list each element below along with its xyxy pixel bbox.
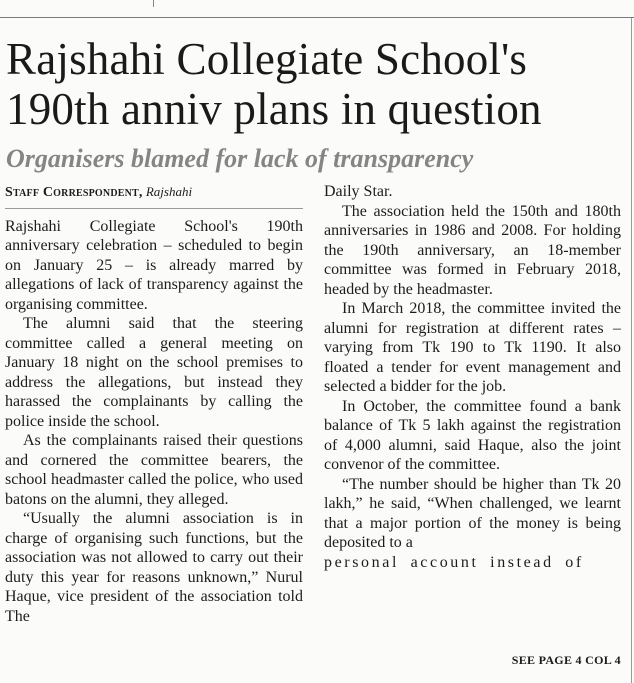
headline-line-1: Rajshahi Collegiate School's — [6, 34, 528, 84]
right-paragraph-2: In March 2018, the committee invited the alumni for registration at different rates – varying from Tk 190 to Tk 1190. It also floated a tender for event management and selected a bidder for the job. — [324, 300, 621, 395]
byline-author: Staff Correspondent, — [5, 185, 143, 200]
left-paragraph-4: “Usually the alumni association is in charge of organising such functions, but the association was not allowed to carry out their duty this year for reasons unknown,” Nurul Haque, vice president of the association told The — [5, 510, 303, 625]
right-paragraph-0: Daily Star. — [324, 183, 393, 200]
right-paragraph-1: The association held the 150th and 180th anniversaries in 1986 and 2008. For holding the 190th anniversary, an 18-member committee was formed in February 2018, headed by the headmaster. — [324, 202, 621, 298]
left-paragraph-2: The alumni said that the steering committee called a general meeting on January 18 night on the school premises to address the allegations, but instead they harassed the complainants by calling the police inside the school. — [5, 315, 303, 430]
top-tick-mark — [153, 0, 154, 7]
left-paragraph-1: Rajshahi Collegiate School's 190th anniversary celebration – scheduled to begin on January 25 – is already marred by allegations of lack of transparency against the organising committee. — [5, 217, 303, 313]
headline — [6, 34, 630, 134]
top-rule — [0, 17, 634, 18]
right-paragraph-4: “The number should be higher than Tk 20 lakh,” he said, “When challenged, we learnt that a major portion of the money is being deposited to a — [324, 475, 621, 551]
article-column-right — [324, 182, 621, 572]
continued-jump-line[interactable]: SEE PAGE 4 COL 4 — [511, 653, 621, 667]
headline-line-2: 190th anniv plans in question — [6, 84, 542, 134]
byline-location: Rajshahi — [145, 184, 193, 199]
right-paragraph-4-last-line: personal account instead of — [324, 553, 584, 571]
left-paragraph-3: As the complainants raised their questions and cornered the committee bearers, the school headmaster called the police, who used batons on the alumni, they alleged. — [5, 432, 303, 508]
right-paragraph-3: In October, the committee found a bank balance of Tk 5 lakh against the registration of 4,000 alumni, said Haque, also the joint convenor of the committee. — [324, 397, 621, 473]
right-column-rule — [631, 18, 632, 683]
byline — [5, 182, 303, 209]
subheadline: Organisers blamed for lack of transparency — [6, 144, 474, 173]
article-column-left — [5, 182, 303, 626]
